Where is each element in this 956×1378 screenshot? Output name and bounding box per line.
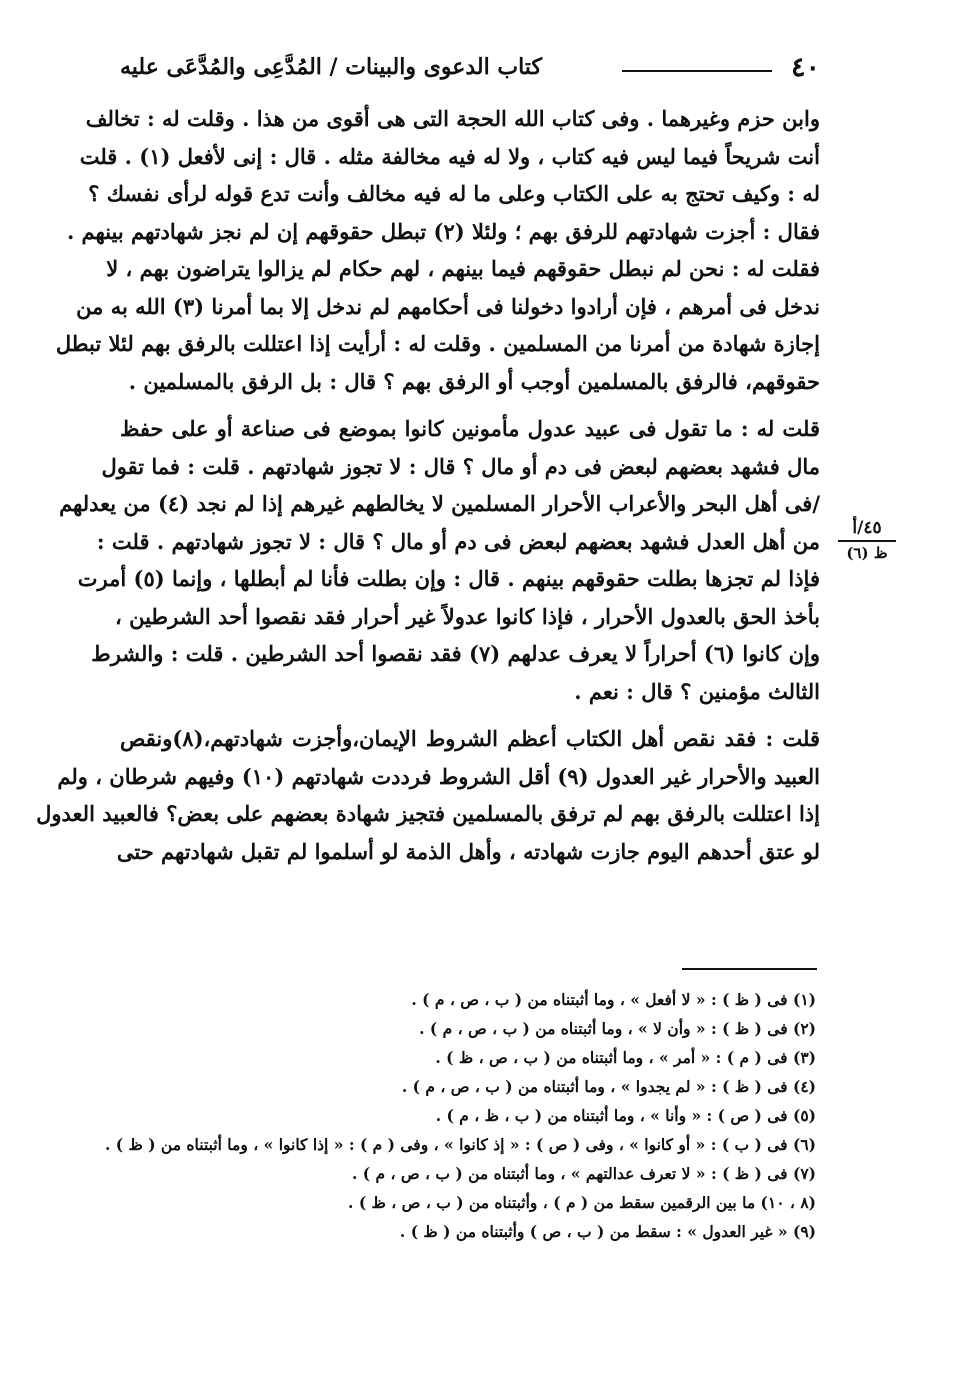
footnote: (٥) فى ( ص ) : « وأنا » ، وما أثبتناه من ( ب ، ظ ، م ) . bbox=[435, 1106, 816, 1125]
manuscript-siglum: ظ (٦) bbox=[846, 544, 888, 562]
text-line: وإن كانوا (٦) أحراراً لا يعرف عدلهم (٧) فقد نقصوا أحد الشرطين . قلت : والشرط bbox=[91, 641, 820, 666]
paragraph-1 bbox=[55, 100, 820, 400]
text-line: من أهل العدل فشهد بعضهم لبعض فى دم أو مال ؟ قال : لا تجوز شهادتهم . قلت : bbox=[96, 528, 820, 554]
text-line: لو عتق أحدهم اليوم جازت شهادته ، وأهل الذمة لو أسلموا لم تقبل شهادتهم حتى bbox=[116, 838, 820, 864]
folio-number: ٤٥/أ bbox=[838, 518, 896, 542]
header-rule bbox=[622, 70, 772, 72]
running-header bbox=[120, 50, 820, 94]
paragraph-2 bbox=[59, 410, 820, 710]
footnote: (٦) فى ( ب ) : « أو كانوا » ، وفى ( ص ) : « إذ كانوا » ، وفى ( م ) : « إذا كانوا » ، وما أثبتناه من ( ظ ) . bbox=[104, 1135, 816, 1154]
text-line: بأخذ الحق بالعدول الأحرار ، فإذا كانوا عدولاً غير أحرار فقد نقصوا أحد الشرطين ، bbox=[115, 603, 820, 629]
page-number: ٤٠ bbox=[790, 52, 820, 83]
footnotes bbox=[56, 985, 816, 1246]
text-line: ندخل فى أمرهم ، فإن أرادوا دخولنا فى أحكامهم لم ندخل إلا بما أمرنا (٣) الله به من bbox=[76, 293, 820, 319]
footnote: (٩) « غير العدول » : سقط من ( ب ، ص ) وأثبتناه من ( ظ ) . bbox=[399, 1222, 816, 1241]
footnote: (٣) فى ( م ) : « أمر » ، وما أثبتناه من ( ب ، ص ، ظ ) . bbox=[435, 1048, 816, 1067]
text-line: الثالث مؤمنين ؟ قال : نعم . bbox=[574, 678, 820, 704]
text-line: مال فشهد بعضهم لبعض فى دم أو مال ؟ قال : لا تجوز شهادتهم . قلت : فما تقول bbox=[101, 453, 820, 479]
text-line: إذا اعتللت بالرفق بهم لم ترفق بالمسلمين فتجيز شهادة بعضهم على بعض؟ فالعبيد العدول bbox=[36, 801, 820, 826]
text-line: حقوقهم، فالرفق بالمسلمين أوجب أو الرفق بهم ؟ قال : بل الرفق بالمسلمين . bbox=[128, 368, 820, 394]
text-line: إجازة شهادة من أمرنا من المسلمين . وقلت له : أرأيت إذا اعتللت بالرفق بهم لئلا تبطل bbox=[55, 331, 820, 356]
footnote: (٨ ، ١٠) ما بين الرقمين سقط من ( م ) ، وأثبتناه من ( ب ، ص ، ظ ) . bbox=[348, 1193, 816, 1212]
footnote: (١) فى ( ظ ) : « لا أفعل » ، وما أثبتناه من ( ب ، ص ، م ) . bbox=[411, 990, 816, 1009]
text-line: فقال : أجزت شهادتهم للرفق بهم ؛ ولئلا (٢) تبطل حقوقهم إن لم نجز شهادتهم بينهم . bbox=[66, 218, 820, 244]
paragraph-3 bbox=[36, 720, 820, 870]
running-title: كتاب الدعوى والبينات / المُدَّعِى والمُدَّعَى عليه bbox=[120, 54, 542, 80]
text-line: العبيد والأحرار غير العدول (٩) أقل الشروط فرددت شهادتهم (١٠) وفيهم شرطان ، ولم bbox=[57, 763, 820, 789]
footnote: (٤) فى ( ظ ) : « لم يجدوا » ، وما أثبتناه من ( ب ، ص ، م ) . bbox=[401, 1077, 816, 1096]
footnote: (٧) فى ( ظ ) : « لا تعرف عدالتهم » ، وما أثبتناه من ( ب ، ص ، م ) . bbox=[351, 1164, 816, 1183]
margin-folio-note bbox=[838, 518, 896, 562]
footnote-separator bbox=[682, 968, 817, 970]
text-line: فقلت له : نحن لم نبطل حقوقهم فيما بينهم ، لهم حكام لم يزالوا يتراضون بهم ، لا bbox=[106, 256, 820, 281]
footnote: (٢) فى ( ظ ) : « وأن لا » ، وما أثبتناه من ( ب ، ص ، م ) . bbox=[419, 1019, 816, 1038]
text-line: فإذا لم تجزها بطلت حقوقهم بينهم . قال : وإن بطلت فأنا لم أبطلها ، وإنما (٥) أمرت bbox=[77, 566, 820, 591]
text-line: أنت شريحاً فيما ليس فيه كتاب ، ولا له فيه مخالفة مثله . قال : إنى لأفعل (١) . قلت bbox=[79, 143, 820, 169]
text-line: له : وكيف تحتج به على الكتاب وعلى ما له فيه مخالف وأنت تدع قوله لرأى نفسك ؟ bbox=[88, 181, 820, 206]
text-line: /فى أهل البحر والأعراب الأحرار المسلمين لا يخالطهم غيرهم إذا لم نجد (٤) من يعدلهم bbox=[59, 491, 820, 516]
text-line: قلت : فقد نقص أهل الكتاب أعظم الشروط الإيمان،وأجزت شهادتهم،(٨)ونقص bbox=[120, 726, 820, 751]
text-line: وابن حزم وغيرهما . وفى كتاب الله الحجة التى هى أقوى من هذا . وقلت له : تخالف bbox=[85, 106, 820, 131]
main-text bbox=[36, 100, 820, 880]
text-line: قلت له : ما تقول فى عبيد عدول مأمونين كانوا بموضع فى صناعة أو على حفظ bbox=[120, 416, 820, 441]
